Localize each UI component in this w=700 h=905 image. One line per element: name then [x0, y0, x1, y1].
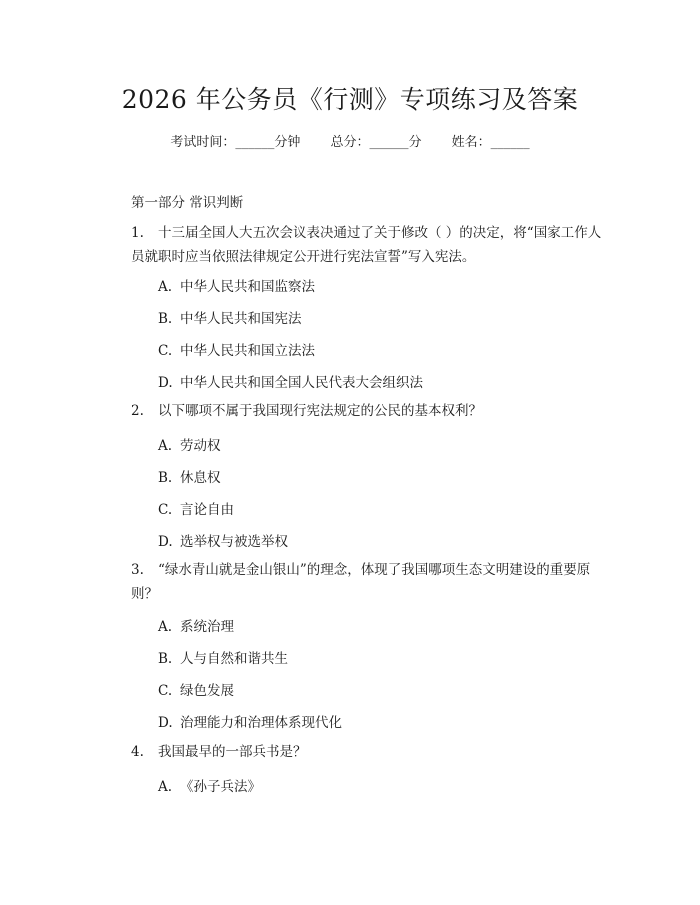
option-2b	[158, 466, 221, 486]
exam-score: 总分：______分	[330, 135, 422, 150]
question-2	[131, 399, 606, 423]
question-text: 十三届全国人大五次会议表决通过了关于修改（ ）的决定，将“国家工作人员就职时应当依照法律规定公开进行宪法宣誓”写入宪法。	[131, 225, 602, 265]
document-title: 2026 年公务员《行测》专项练习及答案	[121, 85, 579, 114]
option-text: 言论自由	[180, 502, 234, 518]
section-heading: 第一部分 常识判断	[131, 195, 244, 211]
option-letter: B.	[158, 470, 173, 486]
option-letter: A.	[158, 279, 173, 295]
option-1c	[158, 339, 315, 359]
question-text: 我国最早的一部兵书是？	[158, 744, 307, 760]
option-text: 人与自然和谐共生	[180, 651, 288, 667]
exam-name: 姓名：______	[451, 135, 530, 150]
question-4	[131, 740, 606, 764]
option-3d	[158, 711, 342, 731]
option-letter: D.	[158, 534, 173, 550]
option-letter: C.	[158, 683, 173, 699]
question-number: 4.	[131, 744, 144, 760]
option-3c	[158, 679, 234, 699]
question-1	[131, 221, 606, 269]
question-number: 2.	[131, 403, 144, 419]
option-letter: D.	[158, 375, 173, 391]
option-text: 中华人民共和国立法法	[180, 343, 315, 359]
option-text: 中华人民共和国全国人民代表大会组织法	[180, 375, 423, 391]
exam-meta	[0, 131, 700, 150]
option-2d	[158, 530, 288, 550]
option-letter: D.	[158, 715, 173, 731]
option-text: 选举权与被选举权	[180, 534, 288, 550]
question-text: “绿水青山就是金山银山”的理念，体现了我国哪项生态文明建设的重要原则？	[131, 562, 591, 602]
option-letter: A.	[158, 619, 173, 635]
option-1a	[158, 275, 315, 295]
option-text: 《孙子兵法》	[180, 779, 261, 795]
exam-time: 考试时间：______分钟	[170, 135, 301, 150]
question-text: 以下哪项不属于我国现行宪法规定的公民的基本权利？	[158, 403, 482, 419]
option-text: 劳动权	[180, 438, 221, 454]
option-1d	[158, 371, 423, 391]
option-letter: C.	[158, 502, 173, 518]
option-letter: C.	[158, 343, 173, 359]
option-text: 系统治理	[180, 619, 234, 635]
option-text: 休息权	[180, 470, 221, 486]
option-2a	[158, 434, 221, 454]
question-number: 3.	[131, 562, 144, 578]
option-letter: B.	[158, 311, 173, 327]
option-text: 中华人民共和国监察法	[180, 279, 315, 295]
option-text: 治理能力和治理体系现代化	[180, 715, 342, 731]
option-2c	[158, 498, 234, 518]
option-text: 绿色发展	[180, 683, 234, 699]
option-letter: A.	[158, 779, 173, 795]
option-letter: B.	[158, 651, 173, 667]
option-3b	[158, 647, 288, 667]
question-3	[131, 558, 606, 606]
option-text: 中华人民共和国宪法	[180, 311, 302, 327]
question-number: 1.	[131, 225, 144, 241]
option-4a	[158, 775, 261, 795]
option-letter: A.	[158, 438, 173, 454]
option-1b	[158, 307, 302, 327]
option-3a	[158, 615, 234, 635]
